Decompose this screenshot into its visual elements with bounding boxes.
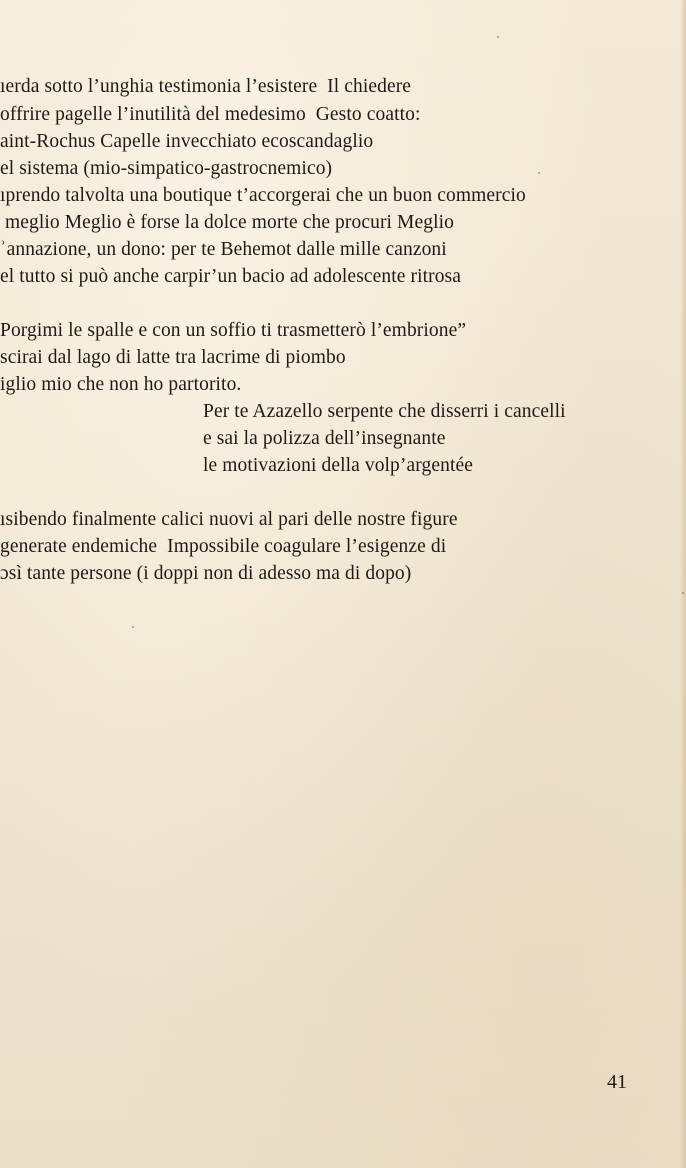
paper-speck (538, 172, 540, 174)
poem-line: el sistema (mio-simpatico-gastrocnemico) (0, 158, 333, 179)
poem-line: Porgimi le spalle e con un soffio ti trasmetterò l’embrione” (0, 320, 467, 341)
poem-line: ıerda sotto l’unghia testimonia l’esistere Il chiedere (0, 76, 412, 97)
poem-line: scirai dal lago di latte tra lacrime di piombo (0, 347, 346, 368)
paper-speck (682, 592, 684, 594)
poem-line-indented: le motivazioni della volp’argentée (203, 455, 473, 476)
poem-line: iglio mio che non ho partorito. (0, 374, 242, 395)
poem-line: ʾannazione, un dono: per te Behemot dalle mille canzoni (0, 239, 447, 260)
page-edge-shadow (680, 0, 686, 1168)
poem-line: ıprendo talvolta una boutique t’accorgerai che un buon commercio (0, 185, 526, 206)
poem-line-indented: Per te Azazello serpente che disserri i cancelli (203, 401, 566, 422)
poem-line: ɔsì tante persone (i doppi non di adesso ma di dopo) (0, 563, 412, 584)
poem-line: ısibendo finalmente calici nuovi al pari delle nostre figure (0, 509, 458, 530)
poem-line: generate endemiche Impossibile coagulare l’esigenze di (0, 536, 447, 557)
paper-speck (132, 626, 134, 628)
paper-speck (497, 36, 499, 38)
poem-line: offrire pagelle l’inutilità del medesimo Gesto coatto: (0, 104, 421, 125)
poem-line: aint-Rochus Capelle invecchiato ecoscandaglio (0, 131, 374, 152)
poem-line: el tutto si può anche carpir’un bacio ad adolescente ritrosa (0, 266, 462, 287)
page-number: 41 (607, 1071, 627, 1093)
poem-line: meglio Meglio è forse la dolce morte che procuri Meglio (0, 212, 454, 233)
poem-line-indented: e sai la polizza dell’insegnante (203, 428, 446, 449)
